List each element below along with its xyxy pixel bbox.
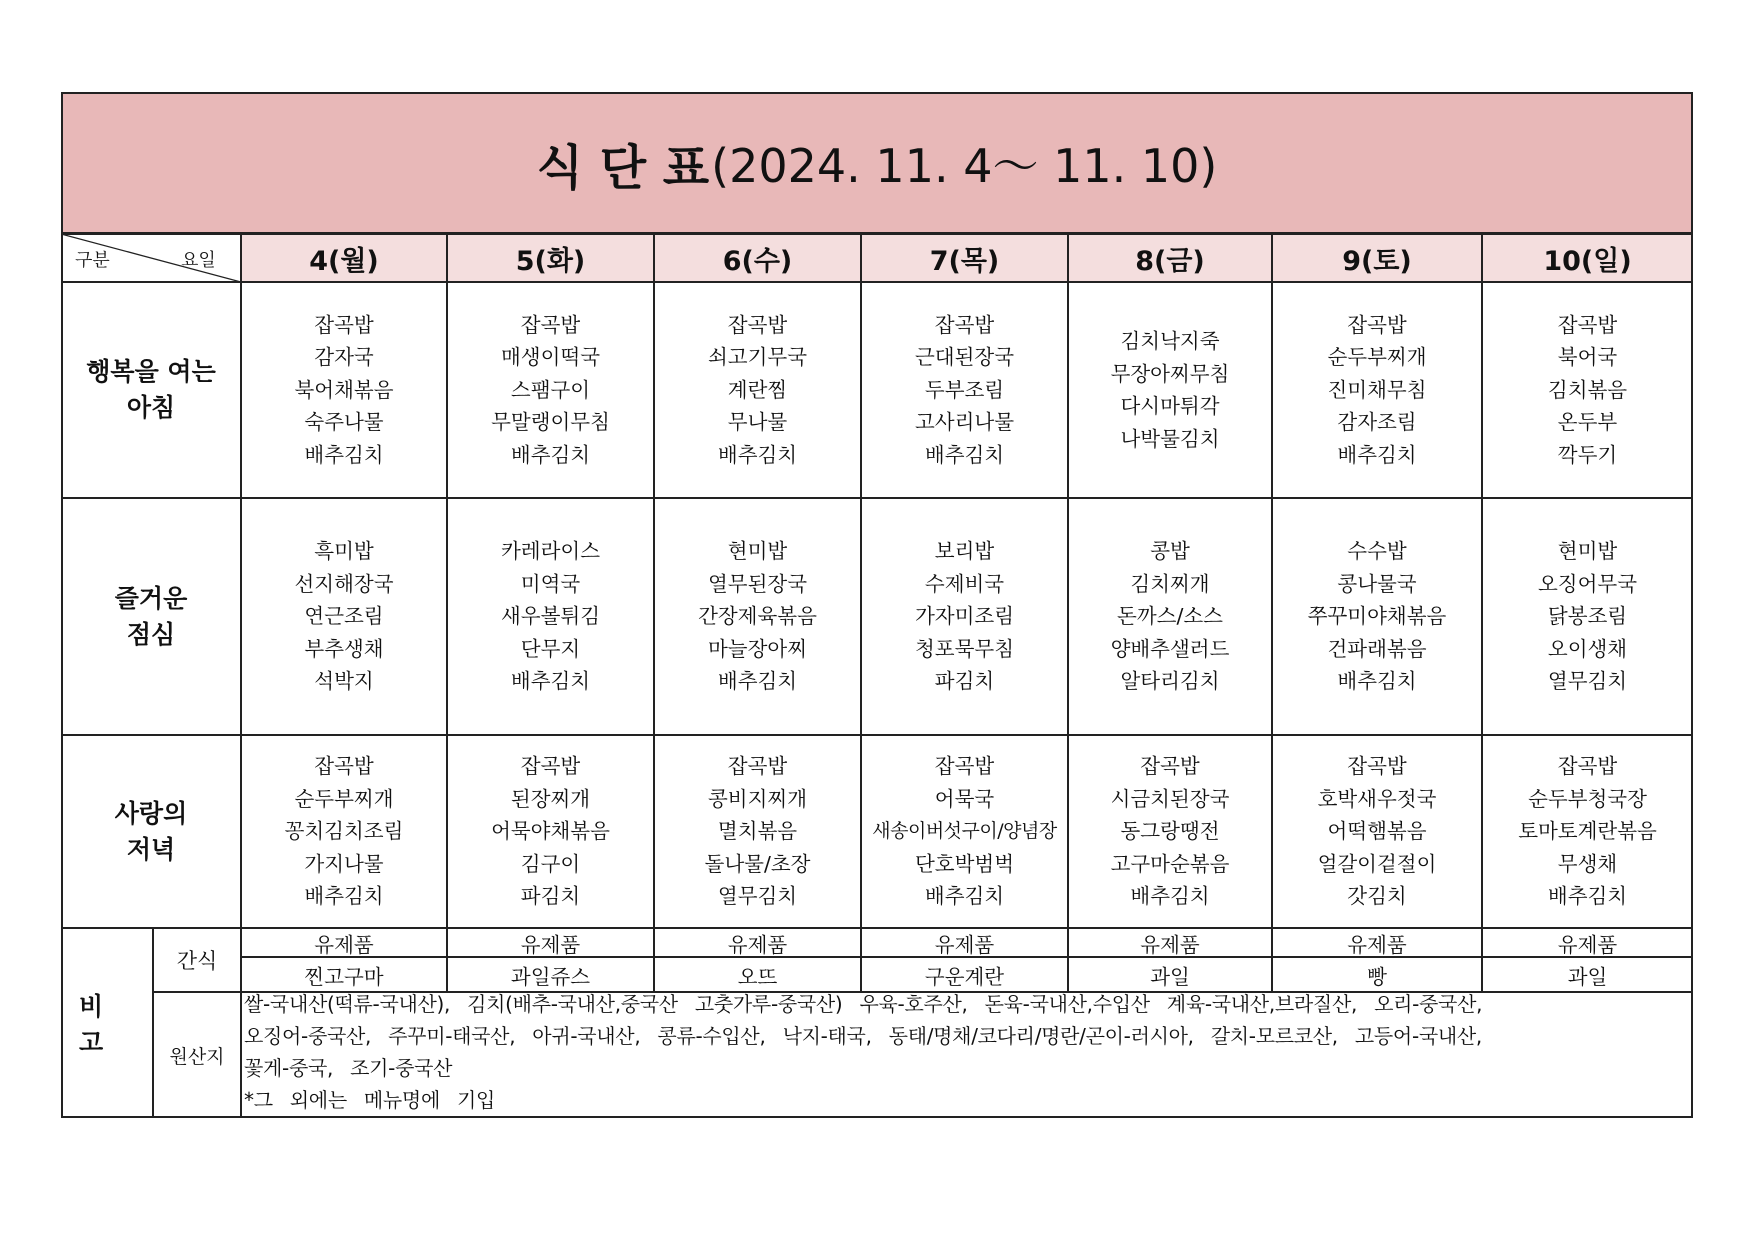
menu-item: 가지나물 [304, 851, 384, 876]
menu-item: 무말랭이무침 [491, 410, 610, 435]
snack-cell: 찐고구마 [304, 964, 384, 989]
title-date-range: (2024. 11. 4～ 11. 10) [711, 139, 1218, 193]
menu-item: 잡곡밥 [520, 754, 581, 779]
menu-item: 새우볼튀김 [500, 604, 600, 629]
menu-item: 배추김치 [304, 442, 384, 467]
origin-line: 쌀-국내산(떡류-국내산), 김치(배추-국내산,중국산 고춧가루-중국산) 우육-호주산, 돈육-국내산,수입산 계육-국내산,브라질산, 오리-중국산, [244, 992, 1483, 1016]
menu-item: 다시마튀각 [1120, 394, 1220, 418]
menu-item: 양배추샐러드 [1110, 636, 1230, 661]
menu-item: 진미채무침 [1327, 377, 1427, 402]
menu-item: 순두부찌개 [1327, 345, 1427, 370]
menu-item: 무생채 [1557, 851, 1618, 876]
menu-item: 잡곡밥 [934, 754, 995, 779]
menu-item: 순두부청국장 [1528, 786, 1647, 811]
menu-item: 청포묵무침 [914, 636, 1014, 661]
menu-item: 오징어무국 [1537, 571, 1637, 596]
day-header: 10(일) [1482, 234, 1693, 282]
menu-item: 배추김치 [510, 442, 591, 467]
menu-item: 쭈꾸미야채볶음 [1307, 604, 1447, 629]
day-header: 5(화) [447, 234, 654, 282]
day-header: 7(목) [861, 234, 1068, 282]
menu-item: 단무지 [520, 636, 581, 661]
menu-item: 잡곡밥 [520, 312, 581, 337]
menu-item: 잡곡밥 [727, 312, 788, 337]
menu-item: 수수밥 [1347, 539, 1407, 564]
origin-line: *그 외에는 메뉴명에 기입 [244, 1088, 496, 1112]
meal-label-line: 행복을 여는 [86, 357, 216, 386]
menu-item: 멸치볶음 [717, 819, 798, 844]
menu-item: 배추김치 [304, 884, 384, 909]
day-header: 6(수) [654, 234, 861, 282]
menu-item: 깍두기 [1557, 442, 1618, 467]
menu-item: 김치낙지죽 [1120, 329, 1220, 353]
menu-item: 현미밥 [727, 539, 788, 564]
menu-item: 배추김치 [717, 669, 798, 694]
day-header: 4(월) [241, 234, 447, 282]
menu-item: 잡곡밥 [1347, 754, 1407, 779]
menu-item: 선지해장국 [294, 571, 394, 596]
grid-line [1271, 234, 1273, 992]
menu-item: 쇠고기무국 [707, 345, 807, 370]
menu-item: 배추김치 [510, 669, 591, 694]
menu-item: 보리밥 [934, 539, 995, 564]
menu-item: 배추김치 [717, 442, 798, 467]
menu-item: 건파래볶음 [1327, 636, 1427, 661]
menu-item: 부추생채 [304, 636, 384, 661]
menu-item: 두부조림 [924, 377, 1005, 402]
snack-cell: 유제품 [934, 932, 995, 957]
menu-item: 가자미조림 [914, 604, 1014, 629]
menu-item: 잡곡밥 [1140, 754, 1200, 779]
menu-item: 흑미밥 [314, 539, 374, 564]
grid-line [153, 991, 1693, 993]
menu-item: 간장제육볶음 [698, 604, 817, 629]
menu-item: 돈까스/소스 [1117, 604, 1223, 629]
menu-item: 갓김치 [1347, 884, 1407, 909]
menu-item: 현미밥 [1557, 539, 1618, 564]
snack-cell: 과일 [1150, 964, 1190, 989]
meal-label-line: 사랑의 [114, 798, 188, 828]
menu-item: 어묵야채볶음 [491, 819, 610, 844]
snack-cell: 구운계란 [924, 964, 1005, 989]
menu-item: 콩비지찌개 [707, 786, 807, 811]
menu-item: 오이생채 [1547, 636, 1628, 661]
menu-item: 잡곡밥 [1347, 312, 1407, 337]
grid-line [1067, 234, 1069, 992]
grid-line [61, 927, 1693, 929]
meal-label-line: 즐거운 [114, 583, 188, 613]
remarks-label: 비 고 [79, 992, 122, 1057]
menu-item: 잡곡밥 [1557, 312, 1618, 337]
menu-item: 김구이 [520, 851, 581, 876]
menu-item: 배추김치 [1337, 669, 1417, 694]
snack-cell: 유제품 [1140, 932, 1200, 957]
menu-item: 열무된장국 [707, 571, 807, 596]
menu-item: 파김치 [520, 884, 581, 909]
origin-label: 원산지 [169, 1045, 225, 1068]
menu-item: 호박새우젓국 [1317, 786, 1437, 811]
menu-item: 어묵국 [934, 786, 995, 811]
menu-item: 감자조림 [1337, 410, 1417, 435]
menu-item: 열무김치 [717, 884, 798, 909]
menu-item: 김치볶음 [1547, 377, 1628, 402]
menu-item: 근대된장국 [914, 345, 1014, 370]
grid-line [61, 233, 1693, 235]
menu-item: 숙주나물 [304, 410, 384, 435]
menu-item: 토마토계란볶음 [1518, 819, 1657, 844]
menu-item: 배추김치 [924, 442, 1005, 467]
menu-item: 감자국 [314, 345, 374, 370]
menu-item: 스팸구이 [510, 377, 591, 402]
grid-line [240, 992, 242, 1118]
menu-item: 배추김치 [1130, 884, 1210, 909]
snack-cell: 유제품 [1347, 932, 1407, 957]
meal-label-line: 점심 [126, 619, 176, 649]
menu-item: 수제비국 [924, 571, 1005, 596]
menu-item: 북어채볶음 [294, 377, 394, 402]
menu-item: 매생이떡국 [500, 345, 600, 370]
grid-line [241, 956, 1693, 958]
grid-line [653, 234, 655, 992]
menu-item: 순두부찌개 [294, 786, 394, 811]
grid-line [61, 734, 1693, 736]
menu-item: 시금치된장국 [1110, 786, 1230, 811]
menu-item: 연근조림 [304, 604, 384, 629]
title-main: 식 단 표 [536, 139, 710, 196]
menu-item: 무장아찌무침 [1110, 361, 1230, 386]
menu-item: 된장찌개 [510, 786, 591, 811]
table-border [61, 92, 1693, 1118]
menu-item: 배추김치 [924, 884, 1005, 909]
origin-line: 오징어-중국산, 주꾸미-태국산, 아귀-국내산, 콩류-수입산, 낙지-태국, 동태/명채/코다리/명란/곤이-러시아, 갈치-모르코산, 고등어-국내산, [244, 1024, 1482, 1048]
menu-item: 고사리나물 [914, 410, 1014, 435]
menu-item: 석박지 [314, 669, 374, 694]
menu-item: 잡곡밥 [314, 312, 374, 337]
grid-line [1481, 234, 1483, 992]
menu-item: 열무김치 [1547, 669, 1628, 694]
day-header: 8(금) [1068, 234, 1272, 282]
menu-item: 파김치 [934, 669, 995, 694]
snack-cell: 유제품 [520, 932, 581, 957]
menu-item: 새송이버섯구이/양념장 [872, 820, 1057, 843]
menu-item: 단호박범벅 [914, 851, 1014, 876]
grid-line [61, 497, 1693, 499]
snack-label: 간식 [176, 949, 218, 973]
meal-label-line: 아침 [126, 393, 176, 422]
snack-cell: 오뜨 [737, 964, 778, 989]
snack-cell: 과일 [1567, 964, 1608, 989]
day-header: 9(토) [1272, 234, 1482, 282]
menu-item: 어떡햄볶음 [1327, 819, 1427, 844]
menu-item: 고구마순볶음 [1110, 851, 1230, 876]
snack-cell: 빵 [1367, 964, 1387, 989]
menu-item: 잡곡밥 [727, 754, 788, 779]
snack-cell: 유제품 [727, 932, 788, 957]
header-yoil: 요일 [181, 250, 216, 271]
menu-item: 잡곡밥 [934, 312, 995, 337]
grid-line [152, 928, 154, 1118]
menu-item: 계란찜 [727, 377, 788, 402]
menu-item: 돌나물/초장 [704, 851, 811, 876]
menu-item: 배추김치 [1337, 442, 1417, 467]
meal-label-line: 저녁 [126, 834, 176, 864]
grid-line [860, 234, 862, 992]
menu-item: 배추김치 [1547, 884, 1628, 909]
menu-item: 온두부 [1557, 410, 1618, 435]
menu-item: 북어국 [1557, 345, 1618, 370]
snack-cell: 유제품 [314, 932, 374, 957]
menu-item: 콩나물국 [1337, 571, 1417, 596]
menu-item: 알타리김치 [1120, 669, 1220, 694]
grid-line [446, 234, 448, 992]
menu-item: 잡곡밥 [1557, 754, 1618, 779]
menu-item: 무나물 [727, 410, 788, 435]
menu-item: 콩밥 [1150, 539, 1190, 564]
menu-item: 꽁치김치조림 [284, 819, 404, 844]
grid-line [240, 234, 242, 992]
menu-item: 김치찌개 [1130, 571, 1210, 596]
menu-item: 카레라이스 [500, 539, 600, 564]
grid-line [61, 281, 1693, 283]
menu-item: 동그랑땡전 [1120, 819, 1220, 844]
snack-cell: 유제품 [1557, 932, 1618, 957]
menu-item: 미역국 [520, 571, 581, 596]
menu-item: 나박물김치 [1120, 426, 1220, 451]
menu-item: 얼갈이겉절이 [1317, 851, 1437, 876]
menu-item: 잡곡밥 [314, 754, 374, 779]
menu-item: 마늘장아찌 [707, 636, 807, 661]
snack-cell: 과일쥬스 [510, 964, 591, 989]
menu-table [61, 92, 1693, 1118]
menu-item: 닭봉조림 [1547, 604, 1628, 629]
header-gubun: 구분 [75, 250, 110, 271]
origin-line: 꽃게-중국, 조기-중국산 [244, 1056, 453, 1080]
